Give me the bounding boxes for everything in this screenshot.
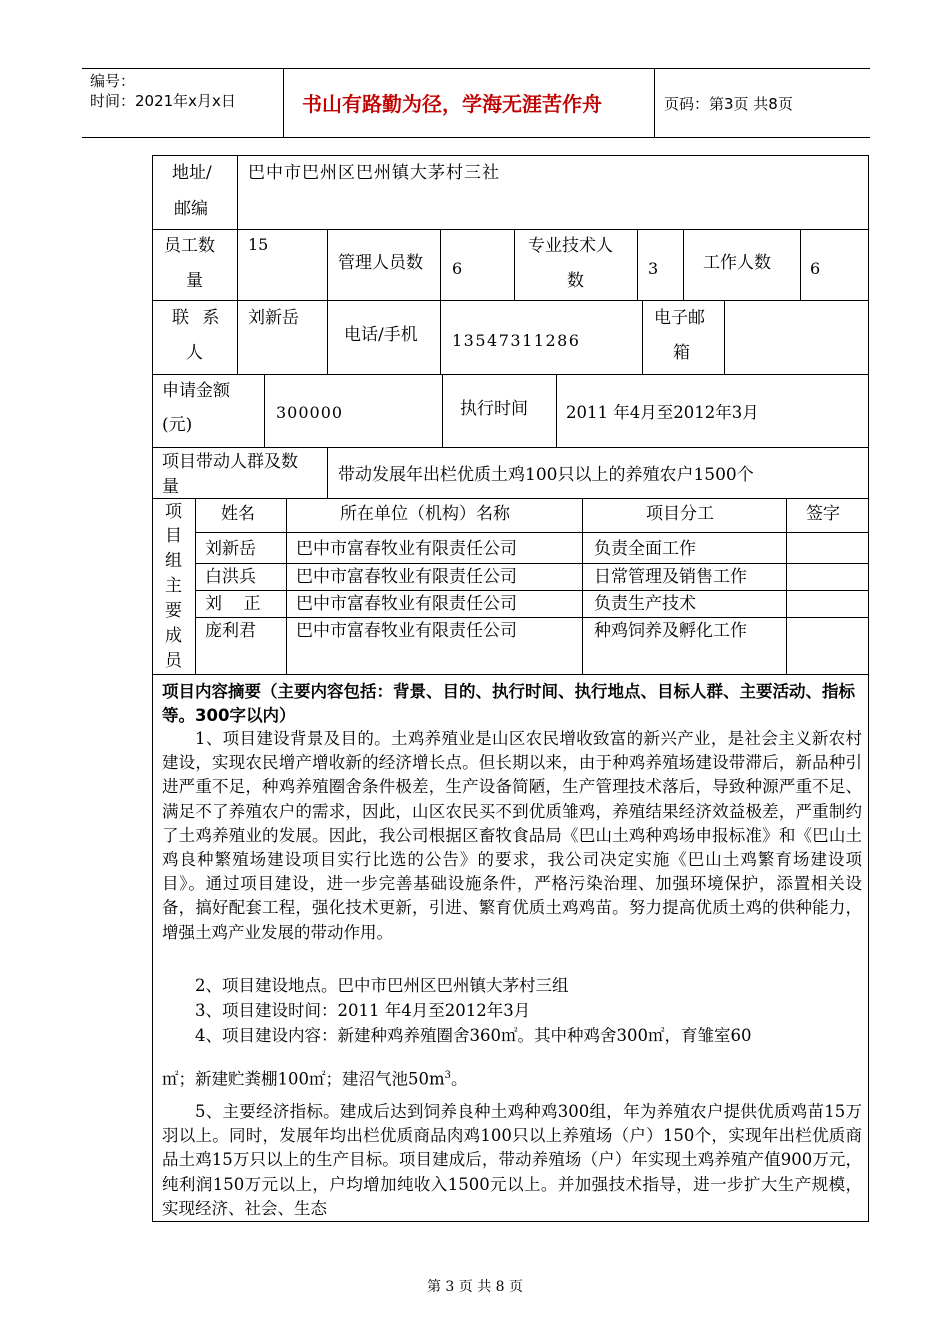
member-org: 巴中市富春牧业有限责任公司 [296,594,517,614]
team-side-label: 主 [165,576,182,596]
summary-title: 项目内容摘要（主要内容包括：背景、目的、执行时间、执行地点、目标人群、主要活动、指标等。300字以内） [162,682,855,725]
team-header-signature: 签字 [806,504,840,524]
member-org: 巴中市富春牧业有限责任公司 [296,539,517,559]
member-role: 种鸡饲养及孵化工作 [594,621,747,641]
member-name: 刘新岳 [205,539,256,559]
beneficiary-label: 项目带动人群及数 [162,452,298,472]
workers-value: 6 [810,259,821,278]
member-role: 日常管理及销售工作 [594,567,747,587]
page-footer: 第 3 页 共 8 页 [426,1279,524,1295]
team-side-label: 目 [165,526,182,546]
phone-value: 13547311286 [452,331,581,350]
member-name: 刘 正 [205,594,261,614]
amount-label: 申请金额 [162,381,230,401]
member-role: 负责全面工作 [594,539,696,559]
team-header-org: 所在单位（机构）名称 [340,504,510,524]
summary-paragraph-background: 1、项目建设背景及目的。土鸡养殖业是山区农民增收致富的新兴产业，是社会主义新农村建设，实现农民增产增收新的经济增长点。但长期以来，由于种鸡养殖场建设带滞后，新品种引进严重不足，种鸡养殖圈舍条件极差，生产设备简陋，生产管理技术落后，导致种源严重不足、满足不了养殖农户的需求，因此，山区农民买不到优质雏鸡，养殖结果经济效益极差，严重制约了土鸡养殖业的发展。因此，我公司根据区畜牧食品局《巴山土鸡种鸡场申报标准》和《巴山土鸡良种繁殖场建设项目实行比选的公告》的要求，我公司决定实施《巴山土鸡繁育场建设项目》。通过项目建设，进一步完善基础设施条件，严格污染治理、加强环境保护，添置相关设备，搞好配套工程，强化技术更新，引进、繁育优质土鸡鸡苗。努力提高优质土鸡的供种能力，增强土鸡产业发展的带动作用。 [162,729,862,942]
motto: 书山有路勤为径，学海无涯苦作舟 [302,92,602,116]
phone-label: 电话/手机 [344,325,418,345]
team-side-label: 要 [165,601,182,621]
summary-paragraph-time: 3、项目建设时间：2011 年4月至2012年3月 [195,1001,531,1020]
tech-label: 专业技术人 [528,236,613,256]
contact-label-2: 人 [186,343,203,363]
contact-value: 刘新岳 [248,308,299,328]
summary-paragraph-content: 4、项目建设内容：新建种鸡养殖圈舍360㎡。其中种鸡舍300㎡，育雏室60 [195,1026,752,1045]
summary-paragraph-location: 2、项目建设地点。巴中市巴州区巴州镇大茅村三组 [195,976,569,995]
team-side-label: 项 [165,502,182,522]
managers-value: 6 [452,259,463,278]
header-divider [654,68,655,137]
member-name: 白洪兵 [205,567,256,587]
managers-label: 管理人员数 [338,253,423,273]
page-info: 页码：第3页 共8页 [664,95,793,113]
member-org: 巴中市富春牧业有限责任公司 [296,621,517,641]
summary-paragraph-indicators: 5、主要经济指标。建成后达到饲养良种土鸡种鸡300组，年为养殖农户提供优质鸡苗15万羽以上。同时，发展年均出栏优质商品肉鸡100只以上养殖场（户）150个，实现年出栏优质商品土鸡15万只以上的生产目标。项目建成后，带动养殖场（户）年实现土鸡养殖产值900万元，纯利润150万元以上，户均增加纯收入1500元以上。并加强技术指导，进一步扩大生产规模，实现经济、社会、生态 [162,1102,862,1218]
amount-label-2: (元) [162,415,193,435]
contact-label: 联 系 [172,308,220,328]
tech-value: 3 [648,259,659,278]
address-label: 地址/ [172,163,212,183]
team-side-label: 成 [165,626,182,646]
team-side-label: 组 [165,551,182,571]
team-side-label: 员 [165,651,182,671]
summary-paragraph-content-cont [162,1064,862,1092]
tech-label-2: 数 [567,271,584,291]
beneficiary-value: 带动发展年出栏优质土鸡100只以上的养殖农户1500个 [338,465,754,485]
amount-value: 300000 [276,403,344,422]
beneficiary-label-2: 量 [162,477,179,497]
content-text: ㎡；新建贮粪棚100㎡；建沼气池50m [162,1069,445,1089]
header-divider [283,68,284,137]
member-name: 庞利君 [205,621,256,641]
exec-time-label: 执行时间 [460,399,528,419]
workers-label: 工作人数 [703,253,771,273]
member-role: 负责生产技术 [594,594,696,614]
address-label-2: 邮编 [174,199,208,219]
serial-label: 编号： [90,72,136,90]
email-label-2: 箱 [673,343,690,363]
team-header-role: 项目分工 [646,504,714,524]
member-org: 巴中市富春牧业有限责任公司 [296,567,517,587]
address-value: 巴中市巴州区巴州镇大茅村三社 [248,163,500,183]
team-header-name: 姓名 [221,504,255,524]
date-line: 时间：2021年x月x日 [90,92,236,110]
staff-value: 15 [248,235,269,254]
exec-time-value: 2011 年4月至2012年3月 [566,403,759,422]
content-end: 。 [451,1069,468,1089]
superscript: 3 [444,1070,452,1081]
email-label: 电子邮 [654,308,705,328]
staff-label: 员工数 [164,236,215,256]
staff-label-2: 量 [186,271,203,291]
